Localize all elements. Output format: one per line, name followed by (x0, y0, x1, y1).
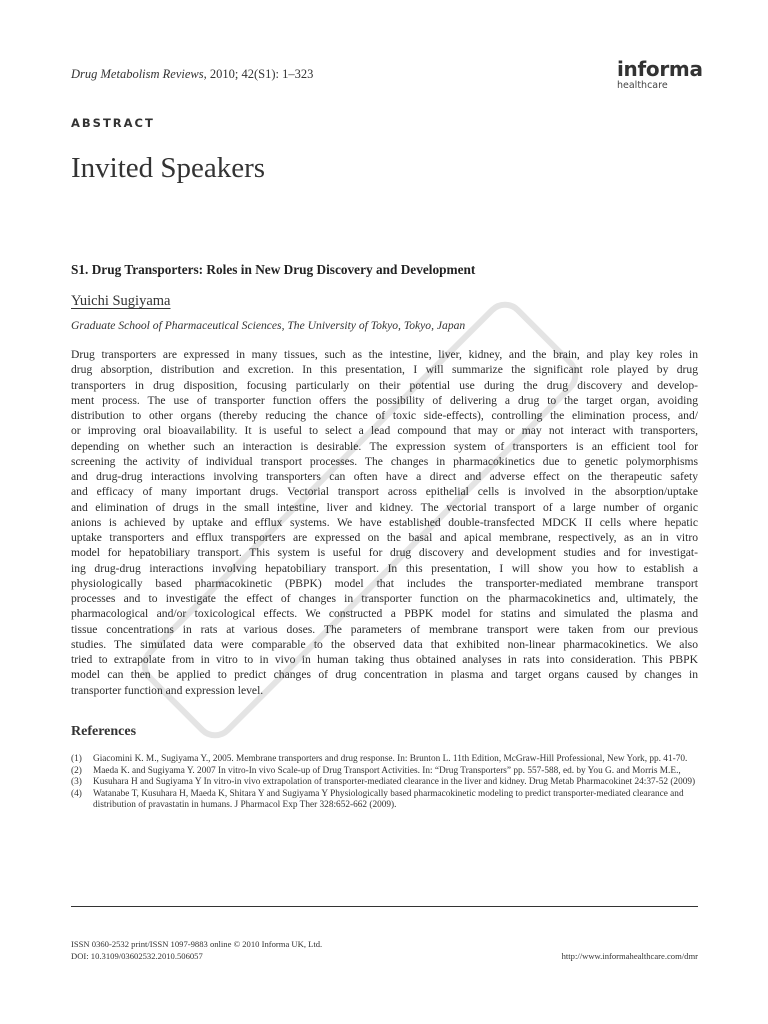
reference-item (71, 789, 699, 812)
abstract-line: studies. The simulated data were comparable to the observed data that exhibited non-linear pharmacokinetics. We also (71, 637, 698, 651)
publisher-logo (617, 58, 707, 91)
author-name: Yuichi Sugiyama (71, 293, 171, 309)
reference-text: Kusuhara H and Sugiyama Y In vitro-in vivo extrapolation of transporter-mediated clearance in the liver and kidney. Drug Metab Pharmacokinet 24:37-52 (2009) (93, 777, 696, 787)
abstract-line: processes and to investigate the effect of changes in transporter function on the pharmacokinetics and, ultimately, the (71, 592, 698, 605)
abstract-line: drug absorption, distribution and excretion. In this presentation, I will summarize the significant role played by drug (71, 363, 698, 377)
abstract-line: and efficacy of many important drugs. Vectorial transport across epithelial cells is involved in the absorption/uptake (71, 485, 698, 499)
footer-divider (71, 906, 698, 907)
page-heading: Invited Speakers (71, 152, 266, 184)
references-heading: References (71, 724, 137, 739)
abstract-line: depending on whether such an interaction is desirable. The expression system of transporters is an efficient tool for (71, 439, 698, 453)
journal-name: Drug Metabolism Reviews (71, 67, 204, 81)
abstract-line: uptake transporters and efflux transporters are expressed on the basal and apical membrane, respectively, as an in vitro (71, 531, 698, 544)
reference-number: (4) (71, 788, 82, 799)
abstract-line: Drug transporters are expressed in many tissues, such as the intestine, liver, kidney, and the brain, and play key roles in (71, 348, 698, 361)
logo-sub-text: healthcare (617, 80, 668, 91)
journal-info: , 2010; 42(S1): 1–323 (203, 67, 314, 81)
abstract-line: and drug-drug interactions involving transporters can often have a direct and adverse effect on the therapeutic safety (71, 470, 698, 483)
abstract-line: pharmacological and/or toxicological effects. We constructed a PBPK model for statins and simulated the plasma and (71, 607, 698, 621)
reference-item (71, 766, 699, 778)
section-label: ABSTRACT (71, 116, 155, 130)
author-affiliation: Graduate School of Pharmaceutical Sciences, The University of Tokyo, Tokyo, Japan (71, 319, 466, 332)
reference-number: (2) (71, 765, 82, 776)
abstract-line: model for hepatobiliary transport. This system is useful for drug discovery and development studies and for investigat- (71, 546, 698, 560)
references-list (71, 754, 699, 812)
journal-citation (71, 67, 313, 82)
logo-main-text: informa (617, 57, 703, 81)
abstract-line: tried to extrapolate from in vitro to in vivo in human taking thus obtained analyses in rats into consideration. This PBPK (71, 653, 698, 666)
abstract-line: physiologically based pharmacokinetic (PBPK) model that includes the transporter-mediated membrane transport (71, 576, 698, 590)
abstract-line: tissue concentrations in rats at various doses. The parameters of membrane transport were taken from our previous (71, 622, 698, 636)
footer-issn: ISSN 0360-2532 print/ISSN 1097-9883 online © 2010 Informa UK, Ltd. (71, 939, 323, 949)
abstract-body (71, 347, 698, 698)
reference-text: Maeda K. and Sugiyama Y. 2007 In vitro-In vivo Scale-up of Drug Transport Activities. In: “Drug Transporters” pp. 557-588, ed. by You G. and Morris M.E., (93, 765, 681, 776)
reference-text: Giacomini K. M., Sugiyama Y., 2005. Membrane transporters and drug response. In: Brunton L. 11th Edition, McGraw-Hill Professional, New York, pp. 41-70. (93, 754, 688, 764)
abstract-line: transporters in drug disposition, focusing particularly on their potential use during the drug discovery and develop- (71, 378, 698, 392)
abstract-line: distribution to other organs (thereby reducing the chance of toxic side-effects), controlling the elimination process, and/ (71, 409, 698, 422)
abstract-line: anions is achieved by uptake and efflux systems. We have established double-transfected MDCK II cells where hepatic (71, 515, 698, 529)
session-title: S1. Drug Transporters: Roles in New Drug Discovery and Development (71, 262, 476, 277)
reference-number: (3) (71, 777, 82, 787)
footer-issn-block (71, 939, 322, 962)
reference-text: Watanabe T, Kusuhara H, Maeda K, Shitara Y and Sugiyama Y Physiologically based pharmacokinetic modeling to predict transporter-mediated clearance and distribution of pravastatin in humans. J Pharmacol Exp Ther 328:652-662 (2009). (93, 788, 684, 810)
reference-number: (1) (71, 754, 82, 764)
abstract-line: ing drug-drug interactions involving hepatobiliary transport. In this presentation, I will show you how to establish a (71, 561, 698, 575)
footer-doi: DOI: 10.3109/03602532.2010.506057 (71, 950, 203, 961)
abstract-line: transporter function and expression level. (71, 683, 264, 697)
abstract-line: and elimination of drugs in the small intestine, liver and kidney. The vectorial transport of a large number of organic (71, 500, 698, 514)
footer-url[interactable]: http://www.informahealthcare.com/dmr (561, 951, 698, 961)
reference-item (71, 777, 699, 789)
abstract-line: model can then be applied to predict changes of drug concentration in plasma and target organs caused by changes in (71, 668, 698, 682)
reference-item (71, 754, 699, 766)
abstract-line: screening the activity of individual transport processes. The changes in pharmacokinetics due to genetic polymorphisms (71, 454, 698, 468)
abstract-line: or improving oral bioavailability. It is useful to select a lead compound that may or may not interact with transporters, (71, 424, 698, 438)
abstract-line: ment process. The use of transporter function offers the possibility of delivering a drug to the target organ, avoiding (71, 393, 698, 407)
